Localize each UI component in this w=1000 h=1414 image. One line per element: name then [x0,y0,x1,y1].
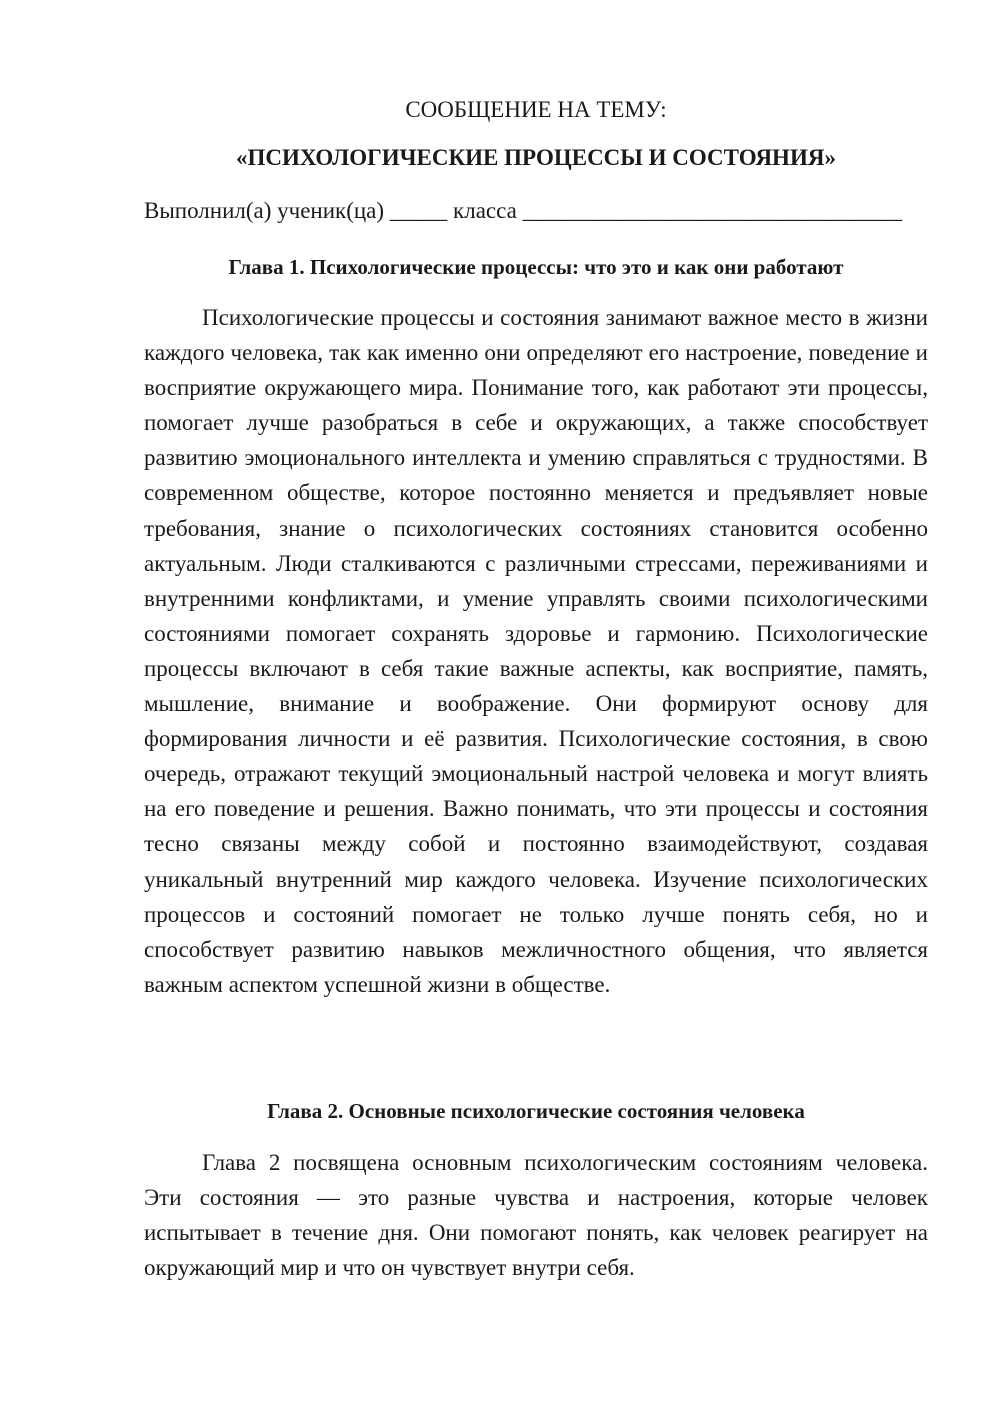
author-line: Выполнил(а) ученик(ца) _____ класса _________________________________ [144,198,903,223]
chapter-1-paragraph: Психологические процессы и состояния занимают важное место в жизни каждого человека, так как именно они определяют его настроение, поведение и восприятие окружающего мира. Понимание того, как работают эти процессы, помогает лучше разобраться в себе и окружающих, а также способствует развитию эмоционального интеллекта и умению справляться с трудностями. В современном обществе, которое постоянно меняется и предъявляет новые требования, знание о психологических состояниях становится особенно актуальным. Люди сталкиваются с различными стрессами, переживаниями и внутренними конфликтами, и умение управлять своими психологическими состояниями помогает сохранять здоровье и гармонию. Психологические процессы включают в себя такие важные аспекты, как восприятие, память, мышление, внимание и воображение. Они формируют основу для формирования личности и её развития. Психологические состояния, в свою очередь, отражают текущий эмоциональный настрой человека и могут влиять на его поведение и решения. Важно понимать, что эти процессы и состояния тесно связаны между собой и постоянно взаимодействуют, создавая уникальный внутренний мир каждого человека. Изучение психологических процессов и состояний помогает не только лучше понять себя, но и способствует развитию навыков межличностного общения, что является важным аспектом успешной жизни в обществе. [144,305,928,997]
chapter-2-heading: Глава 2. Основные психологические состояния человека [267,1099,805,1123]
document-title-line-2: «ПСИХОЛОГИЧЕСКИЕ ПРОЦЕССЫ И СОСТОЯНИЯ» [236,145,836,170]
chapter-1-heading: Глава 1. Психологические процессы: что это и как они работают [228,255,844,279]
document-title-line-1: СООБЩЕНИЕ НА ТЕМУ: [405,97,667,122]
chapter-2-paragraph: Глава 2 посвящена основным психологическим состояниям человека. Эти состояния — это разные чувства и настроения, которые человек испытывает в течение дня. Они помогают понять, как человек реагирует на окружающий мир и что он чувствует внутри себя. [144,1150,928,1281]
